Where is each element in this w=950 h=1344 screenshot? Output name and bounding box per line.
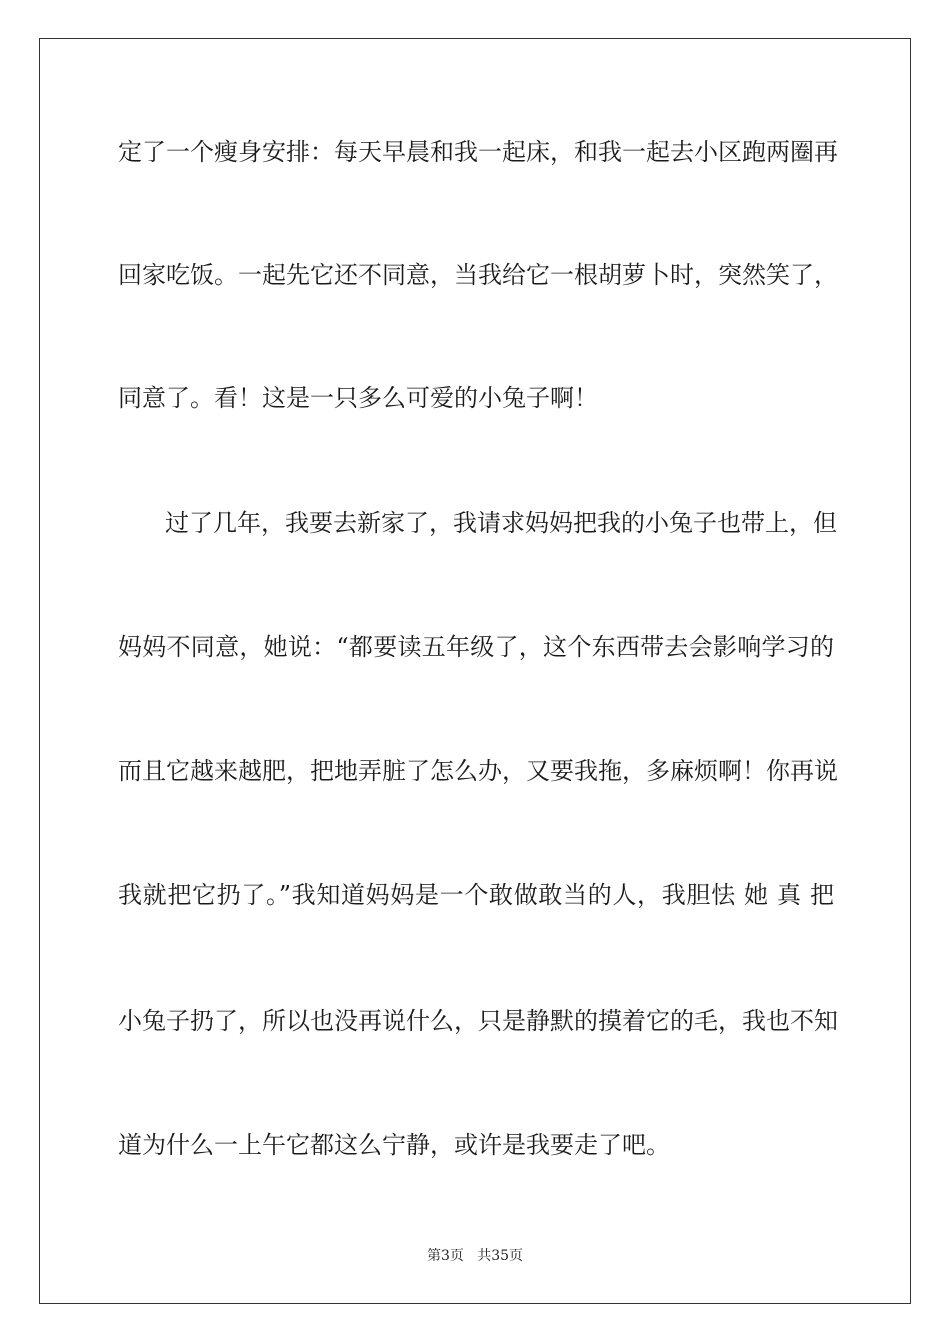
- paragraph-line-5: 妈妈不同意，她说：“都要读五年级了，这个东西带去会影响学习的: [118, 633, 834, 661]
- page-border: [39, 38, 911, 1304]
- page-number-footer: 第3页 共35页: [426, 1248, 524, 1264]
- paragraph-line-6: 而且它越来越肥，把地弄脏了怎么办，又要我拖，多麻烦啊！你再说: [118, 757, 838, 785]
- paragraph-line-9: 道为什么一上午它都这么宁静，或许是我要走了吧。: [118, 1131, 670, 1159]
- paragraph-line-8: 小兔子扔了，所以也没再说什么，只是静默的摸着它的毛，我也不知: [118, 1007, 838, 1035]
- paragraph-line-3: 同意了。看！这是一只多么可爱的小兔子啊！: [118, 384, 598, 412]
- paragraph-line-1: 定了一个瘦身安排：每天早晨和我一起床，和我一起去小区跑两圈再: [118, 138, 838, 166]
- paragraph-line-4: 过了几年，我要去新家了，我请求妈妈把我的小兔子也带上，但: [165, 509, 837, 537]
- paragraph-line-7: 我就把它扔了。”我知道妈妈是一个敢做敢当的人，我胆怯 她 真 把: [118, 881, 834, 909]
- paragraph-line-2: 回家吃饭。一起先它还不同意，当我给它一根胡萝卜时，突然笑了，: [118, 261, 838, 289]
